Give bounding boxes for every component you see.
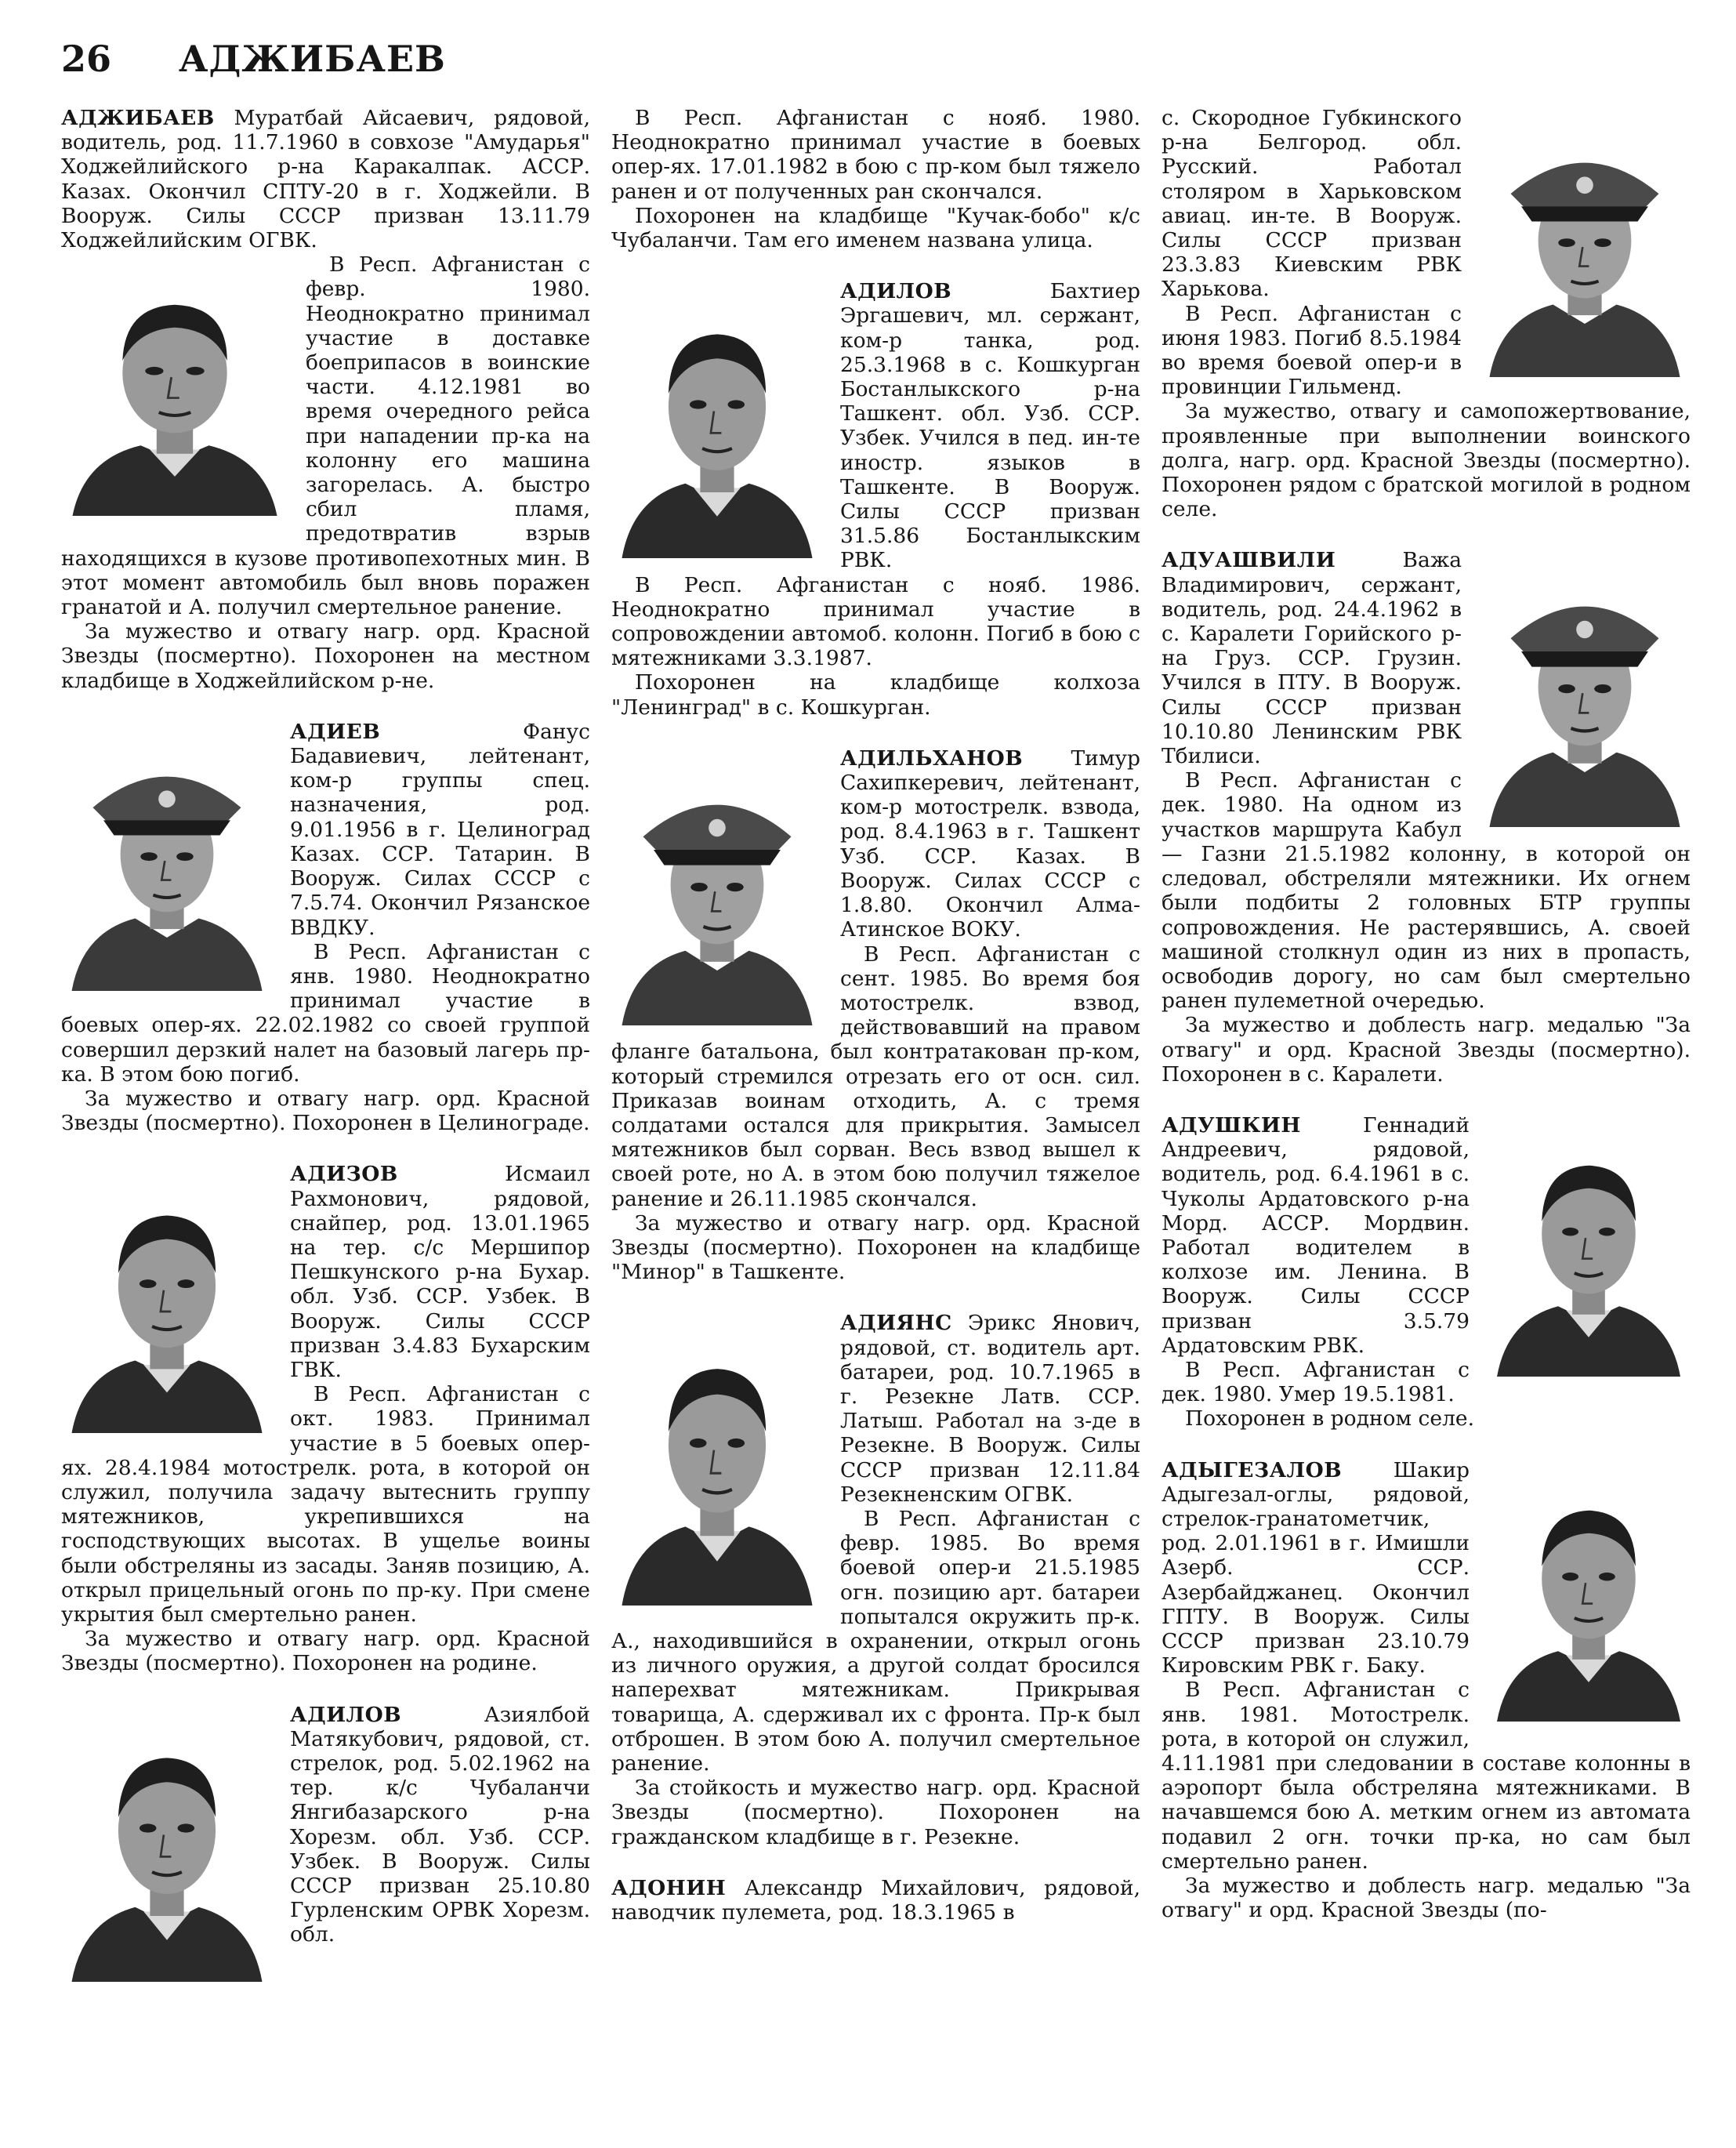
column-3 [1162, 106, 1691, 2124]
entry-surname: АДЫГЕЗАЛОВ [1162, 1457, 1343, 1482]
entry-adygezalov [1162, 1458, 1691, 1923]
entry-surname: АДИЛЬХАНОВ [840, 746, 1024, 771]
entry-text: Похоронен на кладбище "Кучак-бобо" к/с Чубаланчи. Там его именем названа улица. [611, 203, 1140, 253]
entry-text: За мужество, отвагу и самопожертвование, проявленные при выполнении воинского долга, нагр. орд. Красной Звезды (посмертно). Похоронен рядом с братской могилой в родном селе. [1162, 399, 1691, 522]
entry-adilov-bakhtier [611, 279, 1140, 720]
entry-adizov [61, 1162, 590, 1675]
portrait-photo [61, 1167, 273, 1433]
entry-adonin [611, 1876, 1140, 1925]
entry-text: Исмаил Рахмонович, рядовой, снайпер, род. 13.01.1965 на тер. с/с Мершипор Пешкунского р-на Бухар. обл. Узб. ССР. Узбек. В Вооруж. Силы СССР призван 3.4.83 Бухарским ГВК. [290, 1162, 590, 1382]
entry-surname: АДЖИБАЕВ [61, 106, 215, 130]
entry-adilkhanov [611, 746, 1140, 1284]
entry-surname: АДИЗОВ [290, 1162, 398, 1187]
entry-adilov-azialboi [61, 1703, 590, 1947]
entry-continuation [611, 106, 1140, 252]
entry-text: Фанус Бадавиевич, лейтенант, ком-р группы спец. назначения, род. 9.01.1956 в г. Целиноград Казах. ССР. Татарин. В Вооруж. Силах СССР с 7.5.74. Окончил Рязанское ВВДКУ. [290, 719, 590, 940]
page-number: 26 [61, 38, 112, 80]
portrait-photo [61, 724, 273, 991]
entry-text: За мужество и отвагу нагр. орд. Красной Звезды (посмертно). Похоронен в Целинограде. [61, 1086, 590, 1136]
entry-text: В Респ. Афганистан с нояб. 1986. Неоднократно принимал участие в сопровождении автомоб. колонн. Погиб в бою с мятежниками 3.3.1987. [611, 572, 1140, 671]
running-head: АДЖИБАЕВ [179, 38, 446, 80]
entry-text: В Респ. Афганистан с дек. 1980. На одном из участков маршрута Кабул — Газни 21.5.1982 колонну, в которой он следовал, обстреляли мятежники. Их огнем были подбиты 2 головных БТР группы сопровождения. Не растерявшись, А. своей машиной столкнул один из них в пропасть, освободив дорогу, но сам был смертельно ранен пулеметной очередью. [1162, 768, 1691, 1014]
portrait-photo [61, 257, 288, 516]
entry-text: Бахтиер Эргашевич, мл. сержант, ком-р танка, род. 25.3.1968 в с. Кошкурган Бостанлыкского р-на Ташкент. обл. Узб. ССР. Узбек. Учился в пед. ин-те иностр. языков в Ташкенте. В Вооруж. Силы СССР призван 31.5.86 Бостанлыкским РВК. [840, 279, 1140, 573]
entry-adiev [61, 720, 590, 1135]
column-1 [61, 106, 590, 2124]
entry-surname: АДИЛОВ [290, 1702, 402, 1727]
entry-text: Эрикс Янович, рядовой, ст. водитель арт. батареи, род. 10.7.1965 в г. Резекне Латв. ССР. Латыш. Работал на з-де в Резекне. В Вооруж. Силы СССР призван 12.11.84 Резекненским ОГВК. [840, 1311, 1140, 1507]
portrait-photo [611, 1315, 823, 1606]
portrait-photo [1479, 553, 1691, 827]
entry-text: В Респ. Афганистан с окт. 1983. Принимал участие в 5 боевых опер-ях. 28.4.1984 мотострелк. рота, в которой он служил, получила задачу вытеснить группу мятежников, укрепившихся на господствующих высотах. В ущелье воины были обстреляны из засады. Заняв позицию, А. открыл прицельный огонь по пр-ку. При смене укрытия был смертельно ранен. [61, 1382, 590, 1627]
entry-text: В Респ. Афганистан с нояб. 1980. Неоднократно принимал участие в боевых опер-ях. 17.01.1982 в бою с пр-ком был тяжело ранен и от полученных ран скончался. [611, 106, 1140, 204]
entry-text: Тимур Сахипкеревич, лейтенант, ком-р мотострелк. взвода, род. 8.4.1963 в г. Ташкент Узб. ССР. Казах. В Вооруж. Силах СССР с 1.8.80. Окончил Алма-Атинское ВОКУ. [840, 746, 1140, 942]
entry-surname: АДИЛОВ [840, 279, 952, 304]
portrait-photo [1479, 111, 1691, 377]
portrait-photo [61, 1707, 273, 1982]
entry-text: В Респ. Афганистан с янв. 1980. Неоднократно принимал участие в боевых опер-ях. 22.02.1982 со своей группой совершил дерзкий налет на базовый лагерь пр-ка. В этом бою погиб. [61, 939, 590, 1087]
entry-aduashvili [1162, 548, 1691, 1086]
entry-text: За мужество и отвагу нагр. орд. Красной Звезды (посмертно). Похоронен на местном кладбище в Ходжейлийском р-не. [61, 619, 590, 693]
entry-adzhibaev [61, 106, 590, 693]
entry-text: Шакир Адыгезал-оглы, рядовой, стрелок-гранатометчик, род. 2.01.1961 в г. Имишли Азерб. ССР. Азербайджанец. Окончил ГПТУ. В Вооруж. Силы СССР призван 23.10.79 Кировским РВК г. Баку. [1162, 1457, 1470, 1678]
entry-text: Азиялбой Матякубович, рядовой, ст. стрелок, род. 5.02.1962 на тер. к/с Чубаланчи Янгибазарского р-на Хорезм. обл. Узб. ССР. Узбек. В Вооруж. Силы СССР призван 25.10.80 Гурленским ОРВК Хорезм. обл. [290, 1702, 590, 1947]
entry-text: В Респ. Афганистан с сент. 1985. Во время боя мотострелк. взвод, действовавший на правом фланге батальона, был контратакован пр-ком, который стремился отрезать его от осн. сил. Приказав воинам отходить, А. с тремя солдатами остался для прикрытия. Замысел мятежников был сорван. Весь взвод вышел к своей роте, но А. в этом бою получил тяжелое ранение и 26.11.1985 скончался. [611, 942, 1140, 1211]
entry-adiyans [611, 1311, 1140, 1849]
entry-text: В Респ. Афганистан с дек. 1980. Умер 19.5.1981. [1162, 1357, 1470, 1407]
portrait-photo [1487, 1463, 1691, 1722]
portrait-photo [611, 751, 823, 1025]
entry-text: Геннадий Андреевич, рядовой, водитель, род. 6.4.1961 в с. Чуколы Ардатовского р-на Морд. АССР. Мордвин. Работал водителем в колхозе им. Ленина. В Вооруж. Силы СССР призван 3.5.79 Ардатовским РВК. [1162, 1112, 1470, 1358]
portrait-photo [611, 284, 823, 558]
entry-text: с. Скородное Губкинского р-на Белгород. обл. Русский. Работал столяром в Харьковском авиац. ин-те. В Вооруж. Силы СССР призван 23.3.83 Киевским РВК Харькова. [1162, 106, 1462, 302]
entry-text: В Респ. Афганистан с янв. 1981. Мотострелк. рота, в которой он служил, 4.11.1981 при следовании в составе колонны в аэропорт была обстреляна мятежниками. В начавшемся бою А. метким огнем из автомата подавил 2 огн. точки пр-ка, но сам был смертельно ранен. [1162, 1678, 1691, 1874]
portrait-photo [1487, 1118, 1691, 1377]
entry-text: В Респ. Афганистан с июня 1983. Погиб 8.5.1984 во время боевой опер-и в провинции Гильменд. [1162, 301, 1462, 400]
entry-adushkin [1162, 1113, 1691, 1431]
entry-surname: АДИЕВ [290, 719, 381, 744]
entry-text: За мужество и доблесть нагр. медалью "За отвагу" и орд. Красной Звезды (по- [1162, 1874, 1691, 1923]
entry-text: За мужество и отвагу нагр. орд. Красной Звезды (посмертно). Похоронен на родине. [61, 1627, 590, 1676]
entry-text: За мужество и отвагу нагр. орд. Красной Звезды (посмертно). Похоронен на кладбище "Минор" в Ташкенте. [611, 1210, 1140, 1285]
entry-surname: АДУШКИН [1162, 1112, 1301, 1137]
entry-text: В Респ. Афганистан с февр. 1985. Во время боевой опер-и 21.5.1985 огн. позицию арт. батареи попытался окружить пр-к. А., находившийся в охранении, открыл огонь из личного оружия, а другой солдат бросился наперехват мятежникам. Прикрывая товарища, А. сдерживал их с фронта. Пр-к был отброшен. В этом бою А. получил смертельное ранение. [611, 1506, 1140, 1776]
entry-text: Муратбай Айсаевич, рядовой, водитель, род. 11.7.1960 в совхозе "Амударья" Ходжейлийского р-на Каракалпак. АССР. Казах. Окончил СПТУ-20 в г. Ходжейли. В Вооруж. Силы СССР призван 13.11.79 Ходжейлийским ОГВК. [61, 106, 590, 253]
entry-text: Похоронен на кладбище колхоза "Ленинград" в с. Кошкурган. [611, 670, 1140, 720]
entry-surname: АДИЯНС [840, 1311, 952, 1336]
entry-text: Похоронен в родном селе. [1185, 1406, 1475, 1431]
entry-text: За мужество и доблесть нагр. медалью "За отвагу" и орд. Красной Звезды (посмертно). Похоронен в с. Каралети. [1162, 1013, 1691, 1087]
entry-text: Александр Михайлович, рядовой, наводчик пулемета, род. 18.3.1965 в [611, 1875, 1140, 1925]
entry-text: За стойкость и мужество нагр. орд. Красной Звезды (посмертно). Похоронен на гражданском кладбище в г. Резекне. [611, 1776, 1140, 1849]
entry-text: Важа Владимирович, сержант, водитель, род. 24.4.1962 в с. Каралети Горийского р-на Груз. ССР. Грузин. Учился в ПТУ. В Вооруж. Силы СССР призван 10.10.80 Ленинским РВК Тбилиси. [1162, 548, 1462, 769]
entry-surname: АДУАШВИЛИ [1162, 548, 1336, 573]
entry-text: В Респ. Афганистан с февр. 1980. Неоднократно принимал участие в доставке боеприпасов в воинские части. 4.12.1981 во время очередного рейса при нападении пр-ка на колонну его машина загорелась. А. быстро сбил пламя, предотвратив взрыв находящихся в кузове противопехотных мин. В этот момент автомобиль был вновь поражен гранатой и А. получил смертельное ранение. [61, 252, 590, 620]
column-2 [611, 106, 1140, 2124]
entry-continuation [1162, 106, 1691, 521]
entry-surname: АДОНИН [611, 1875, 727, 1900]
